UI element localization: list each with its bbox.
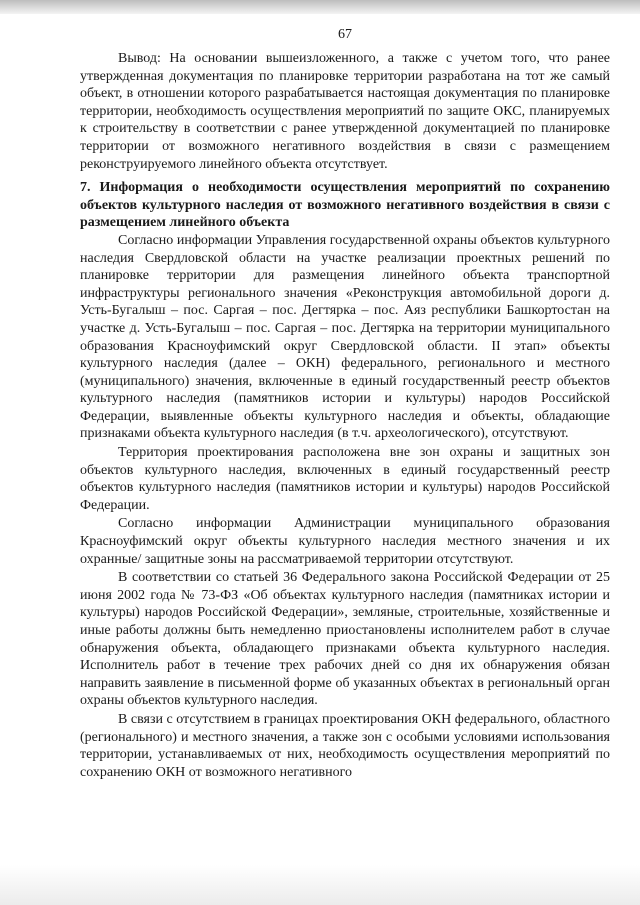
section-heading: 7. Информация о необходимости осуществления мероприятий по сохранению объектов культурного наследия от возможного негативного воздействия в связи с размещением линейного объекта	[80, 180, 610, 231]
body-paragraph-5: В связи с отсутствием в границах проектирования ОКН федерального, областного (регионального) и местного значения, а также зон с особыми условиями использования территории, устанавливаемых от них, необходимость осуществления мероприятий по сохранению ОКН от возможного негативного	[80, 711, 610, 780]
body-paragraph-4: В соответствии со статьей 36 Федерального закона Российской Федерации от 25 июня 2002 года № 73-ФЗ «Об объектах культурного наследия (памятниках истории и культуры) народов Российской Федерации», земляные, строительные, хозяйственные и иные работы должны быть немедленно приостановлены исполнителем работ в случае обнаружения объекта, обладающего признаками объекта культурного наследия. Исполнитель работ в течение трех рабочих дней со дня их обнаружения обязан направить заявление в письменной форме об указанных объектах в региональный орган охраны объектов культурного наследия.	[80, 570, 610, 709]
scan-bottom-shadow	[0, 865, 640, 905]
body-paragraph-3: Согласно информации Администрации муниципального образования Красноуфимский округ объекты культурного наследия местного значения и их охранные/ защитные зоны на рассматриваемой территории отсутствуют.	[80, 516, 610, 567]
scan-top-shadow	[0, 0, 640, 14]
body-paragraph-2: Территория проектирования расположена вне зон охраны и защитных зон объектов культурного наследия, включенных в единый государственный реестр объектов культурного наследия (памятников истории и культуры) народов Российской Федерации.	[80, 445, 610, 513]
document-page	[80, 26, 610, 781]
body-paragraph-1: Согласно информации Управления государственной охраны объектов культурного наследия Свердловской области на участке реализации проектных решений по планировке территории для размещения линейного объекта транспортной инфраструктуры регионального значения «Реконструкция автомобильной дороги д. Усть-Бугалыш – пос. Саргая – пос. Дегтярка – пос. Аяз республики Башкортостан на участке д. Усть-Бугалыш – пос. Саргая – пос. Дегтярка на территории муниципального образования Красноуфимский округ Свердловской области. II этап» объекты культурного наследия (далее – ОКН) федерального, регионального и местного (муниципального) значения, включенные в единый государственный реестр объектов культурного наследия (памятников истории и культуры) народов Российской Федерации, выявленные объекты культурного наследия и объекты, обладающие признаками объекта культурного наследия (в т.ч. археологического), отсутствуют.	[80, 232, 610, 442]
page-number: 67	[338, 27, 352, 42]
conclusion-paragraph: Вывод: На основании вышеизложенного, а также с учетом того, что ранее утвержденная документация по планировке территории разработана на тот же самый объект, в отношении которого разрабатывается настоящая документация по планировке территории, необходимость осуществления мероприятий по защите ОКС, планируемых к строительству в соответствии с ранее утвержденной документацией по планировке территории от возможного негативного воздействия в связи с размещением реконструируемого линейного объекта отсутствует.	[80, 51, 610, 172]
